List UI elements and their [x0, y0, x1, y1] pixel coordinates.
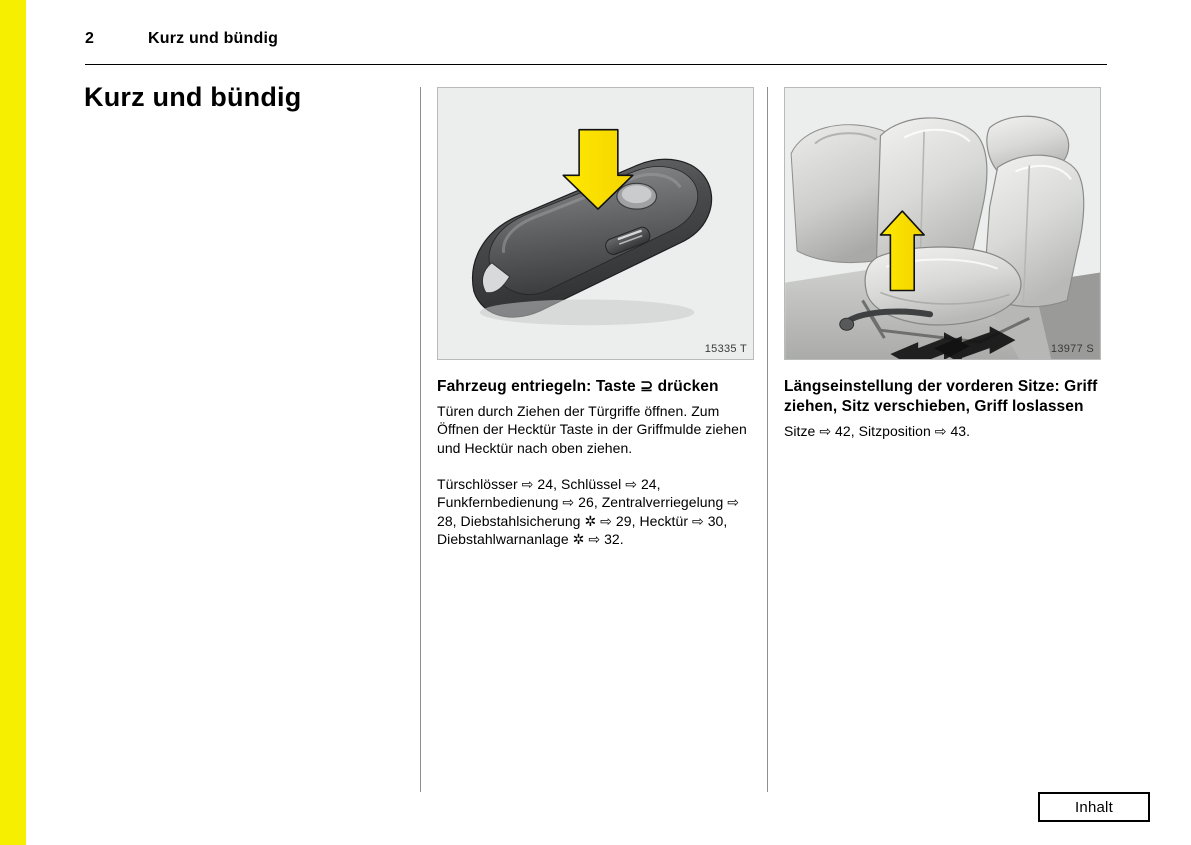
- section-paragraph-unlock-1: Türen durch Ziehen der Türgriffe öffnen. Zum Öffnen der Hecktür Taste in der Griffmulde ziehen und Hecktür nach oben ziehen.: [437, 402, 747, 457]
- header-divider: [85, 64, 1107, 65]
- inhalt-button-label: Inhalt: [1075, 798, 1113, 816]
- running-head: Kurz und bündig: [148, 30, 279, 47]
- column-divider-1: [420, 87, 421, 792]
- column-divider-2: [767, 87, 768, 792]
- key-fob-illustration: [438, 88, 753, 359]
- section-paragraph-seat-1: Sitze ⇨ 42, Sitzposition ⇨ 43.: [784, 422, 971, 439]
- page-title: Kurz und bündig: [84, 82, 302, 112]
- front-seat-illustration: [785, 88, 1100, 359]
- page-number: 2: [85, 30, 95, 47]
- chapter-edge-marker: [0, 0, 26, 845]
- figure-key-fob: [437, 87, 754, 360]
- page-header: [85, 30, 1107, 64]
- section-paragraph-unlock-2: Türschlösser ⇨ 24, Schlüssel ⇨ 24, Funkfernbedienung ⇨ 26, Zentralverriegelung ⇨ 28, Diebstahlsicherung ✲ ⇨ 29, Hecktür ⇨ 30, Diebstahlwarnanlage ✲ ⇨ 32.: [437, 475, 739, 548]
- section-heading-seat: Längseinstellung der vorderen Sitze: Griff ziehen, Sitz verschieben, Griff loslassen: [784, 378, 1098, 415]
- section-heading-unlock: Fahrzeug entriegeln: Taste ⊇ drücken: [437, 378, 719, 395]
- content-column-unlock: [437, 87, 754, 549]
- figure-front-seat: [784, 87, 1101, 360]
- figure-code: 15335 T: [704, 343, 747, 355]
- figure-code: 13977 S: [1050, 343, 1094, 355]
- content-column-seat: [784, 87, 1101, 440]
- inhalt-button[interactable]: [1038, 792, 1150, 822]
